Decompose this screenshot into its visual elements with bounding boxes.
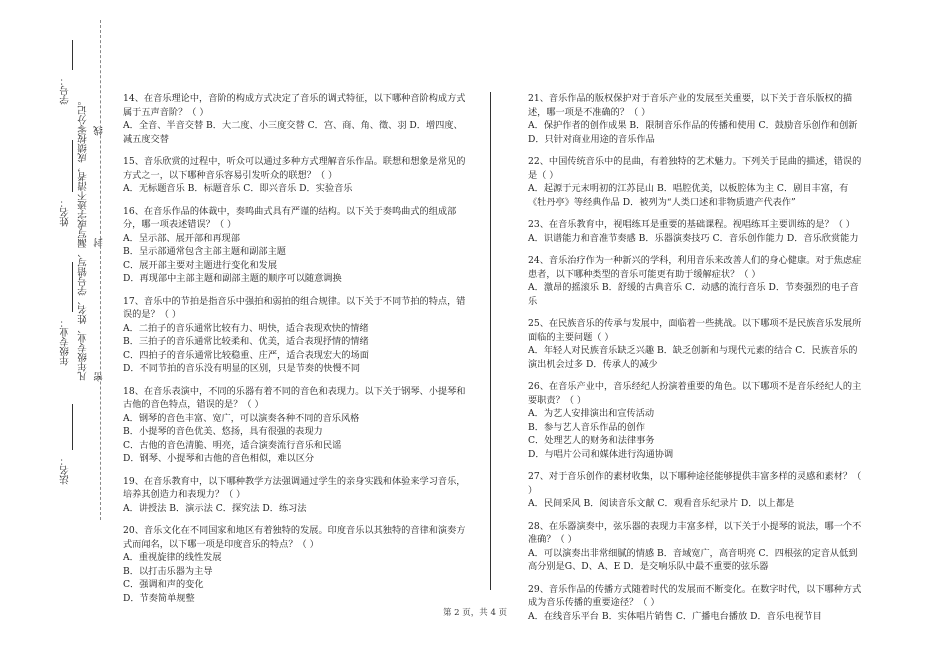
option-a: A．钢琴的音色丰富、宽广，可以演奏各种不同的音乐风格 bbox=[123, 412, 360, 424]
student-id-label: 学号： bbox=[60, 76, 71, 105]
question-options: A．可以演奏出非常细腻的情感 B．音域宽广，高音明亮 C．四根弦的定音从低到高分别是G、D、A、E D．是交响乐队中最不重要的弦乐器 bbox=[528, 547, 858, 572]
seal-mark-mi: 密 bbox=[94, 372, 105, 382]
question-options: A．激昂的摇滚乐 B．舒缓的古典音乐 C．动感的流行音乐 D．节奏强烈的电子音乐 bbox=[528, 282, 859, 307]
option-d: D．钢琴、小提琴和古他的音色相似，难以区分 bbox=[123, 453, 315, 464]
question-options: A．年轻人对民族音乐缺乏兴趣 B．缺乏创新和与现代元素的结合 C．民族音乐的演出机会过多 D．传承人的减少 bbox=[528, 345, 858, 370]
option-d: D．与唱片公司和媒体进行沟通协调 bbox=[528, 448, 674, 460]
question-stem: 15、音乐欣赏的过程中，听众可以通过多种方式理解音乐作品。联想和想象是常见的方式之一，以下哪种音乐容易引发听众的联想？（ ） bbox=[123, 156, 466, 181]
option-c: C．展开部主要对主题进行变化和发展 bbox=[123, 259, 278, 271]
question-stem: 23、在音乐教育中，视唱练耳是重要的基础课程。视唱练耳主要训练的是？（ ） bbox=[528, 219, 855, 230]
question-17 bbox=[123, 295, 468, 376]
question-stem: 24、音乐治疗作为一种新兴的学科，利用音乐来改善人们的身心健康。对于焦虑症患者，以下哪种类型的音乐可能更有助于缓解症状？（ ） bbox=[528, 255, 862, 280]
question-options: A．起源于元末明初的江苏昆山 B．唱腔优美，以板腔体为主 C．剧目丰富，有《牡丹亭》等经典作品 D．被列为“人类口述和非物质遗产代表作” bbox=[528, 183, 849, 208]
question-stem: 28、在乐器演奏中，弦乐器的表现力丰富多样，以下关于小提琴的说法，哪一个不准确？（ ） bbox=[528, 520, 862, 545]
question-26 bbox=[528, 380, 866, 461]
option-c: C．四拍子的音乐通常比较稳重、庄严，适合表现宏大的场面 bbox=[123, 349, 369, 361]
school-line bbox=[72, 404, 73, 450]
option-b: B．小提琴的音色优美、悠扬，具有很强的表现力 bbox=[123, 426, 323, 437]
option-b: B．参与艺人音乐作品的创作 bbox=[528, 421, 646, 433]
question-stem: 25、在民族音乐的传承与发展中，面临着一些挑战。以下哪项不是民族音乐发展所面临的主要问题（ ） bbox=[528, 318, 862, 343]
question-options: A．识谱能力和音准节奏感 B．乐器演奏技巧 C．音乐创作能力 D．音乐欣赏能力 bbox=[528, 232, 859, 244]
question-23 bbox=[528, 218, 866, 245]
left-column bbox=[123, 92, 468, 614]
name-label: 姓名： bbox=[60, 198, 71, 227]
question-15 bbox=[123, 155, 468, 196]
question-24 bbox=[528, 254, 866, 308]
option-a: A．为艺人安排演出和宣传活动 bbox=[528, 408, 655, 419]
question-stem: 22、中国传统音乐中的昆曲，有着独特的艺术魅力。下列关于昆曲的描述，错误的是（ ） bbox=[528, 156, 862, 181]
question-options: A．无标题音乐 B．标题音乐 C．即兴音乐 D．实验音乐 bbox=[123, 183, 353, 194]
question-14 bbox=[123, 92, 468, 146]
option-d: D．节奏简单规整 bbox=[123, 592, 195, 604]
question-stem: 20、音乐文化在不同国家和地区有着独特的发展。印度音乐以其独特的音律和演奏方式而闻名，以下哪一项是印度音乐的特点？（ ） bbox=[123, 525, 466, 550]
question-stem: 14、在音乐理论中，音阶的构成方式决定了音乐的调式特征，以下哪种音阶构成方式属于五声音阶？（ ） bbox=[123, 93, 466, 118]
right-column bbox=[528, 92, 866, 632]
option-c: C．处理艺人的财务和法律事务 bbox=[528, 435, 655, 446]
question-options: A．全音、半音交替 B．大二度、小三度交替 C．宫、商、角、徵、羽 D．增四度、减五度交替 bbox=[123, 120, 463, 145]
question-28 bbox=[528, 520, 866, 574]
column-divider bbox=[490, 92, 491, 590]
question-22 bbox=[528, 155, 866, 209]
question-16 bbox=[123, 205, 468, 286]
class-line bbox=[72, 262, 73, 312]
question-options: A．在线音乐平台 B．实体唱片销售 C．广播电台播放 D．音乐电视节目 bbox=[528, 610, 822, 622]
option-c: C．古他的音色清脆、明亮，适合演奏流行音乐和民谣 bbox=[123, 439, 342, 451]
question-options: A．民间采风 B．阅读音乐文献 C．观看音乐纪录片 D．以上都是 bbox=[528, 498, 795, 509]
name-line bbox=[72, 140, 73, 192]
question-stem: 29、音乐作品的传播方式随着时代的发展而不断变化。在数字时代，以下哪种方式成为音乐传播的重要途径？（ ） bbox=[528, 583, 862, 608]
page-footer: 第 2 页，共 4 页 bbox=[442, 608, 508, 618]
seal-mark-feng: 封 bbox=[94, 238, 105, 248]
option-b: B．三拍子的音乐通常比较柔和、优美，适合表现抒情的情绪 bbox=[123, 336, 369, 347]
binding-dashed-line bbox=[100, 20, 101, 520]
option-d: D．不同节拍的音乐没有明显的区别，只是节奏的快慢不同 bbox=[123, 363, 361, 374]
student-id-line bbox=[72, 40, 73, 70]
option-b: B．呈示部通常包含主部主题和副部主题 bbox=[123, 246, 286, 257]
option-c: C．强调和声的变化 bbox=[123, 579, 204, 590]
school-label: 法名： bbox=[60, 456, 71, 485]
question-stem: 19、在音乐教育中，以下哪种教学方法强调通过学生的亲身实践和体验来学习音乐，培养其创造力和表现力？（ ） bbox=[123, 475, 466, 500]
question-20 bbox=[123, 524, 468, 605]
question-stem: 27、对于音乐创作的素材收集，以下哪种途径能够提供丰富多样的灵感和素材？（ ） bbox=[528, 471, 862, 496]
option-b: B．以打击乐器为主导 bbox=[123, 565, 213, 577]
binding-instruction: 凡年级专业、姓名、学号错写、漏写或字迹不清者，成绩按零分记。 bbox=[78, 96, 89, 381]
question-stem: 21、音乐作品的版权保护对于音乐产业的发展至关重要，以下关于音乐版权的描述，哪一项是不准确的？（ ） bbox=[528, 93, 853, 118]
question-stem: 16、在音乐作品的体裁中，奏鸣曲式具有严谨的结构。以下关于奏鸣曲式的组成部分，哪一项表述错误？（ ） bbox=[123, 205, 457, 230]
question-18 bbox=[123, 385, 468, 466]
seal-mark-xian: 线 bbox=[94, 126, 105, 136]
binding-margin bbox=[0, 0, 110, 672]
class-label: 年级专业： bbox=[60, 318, 71, 366]
question-stem: 17、音乐中的节拍是指音乐中强拍和弱拍的组合规律。以下关于不同节拍的特点，错误的是？（ ） bbox=[123, 295, 466, 320]
question-19 bbox=[123, 475, 468, 516]
option-a: A．呈示部、展开部和再现部 bbox=[123, 232, 240, 244]
question-stem: 18、在音乐表演中，不同的乐器有着不同的音色和表现力。以下关于钢琴、小提琴和古他的音色特点，错误的是？（ ） bbox=[123, 385, 466, 410]
question-options: A．讲授法 B．演示法 C．探究法 D．练习法 bbox=[123, 502, 307, 514]
option-d: D．再现部中主部主题和副部主题的顺序可以随意调换 bbox=[123, 273, 342, 284]
question-27 bbox=[528, 470, 866, 511]
option-a: A．二拍子的音乐通常比较有力、明快，适合表现欢快的情绪 bbox=[123, 322, 369, 334]
question-options: A．保护作者的创作成果 B．限制音乐作品的传播和使用 C．鼓励音乐创作和创新 D．只针对商业用途的音乐作品 bbox=[528, 120, 858, 145]
question-stem: 26、在音乐产业中，音乐经纪人扮演着重要的角色。以下哪项不是音乐经纪人的主要职责？（ ） bbox=[528, 381, 862, 406]
question-21 bbox=[528, 92, 866, 146]
question-25 bbox=[528, 317, 866, 371]
option-a: A．重视旋律的线性发展 bbox=[123, 552, 222, 563]
